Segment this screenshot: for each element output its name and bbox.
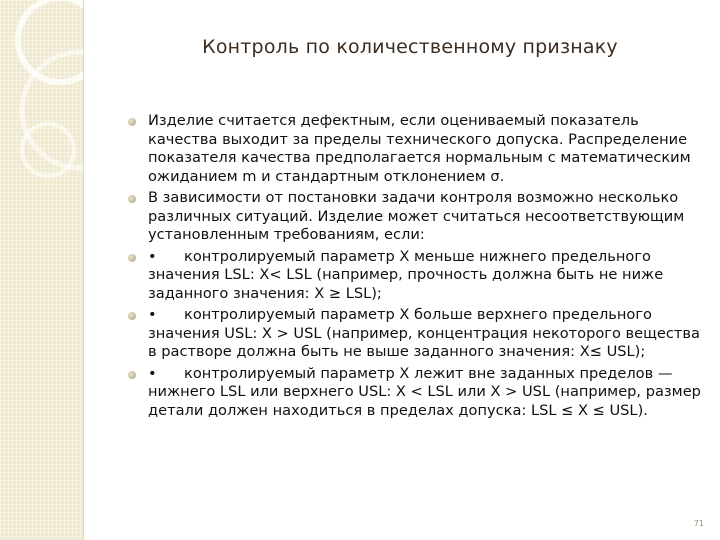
bullet-text: контролируемый параметр X меньше нижнего предельного значения LSL: X< LSL (например, прочность должна быть не ниже заданного значения: X ≥ LSL); bbox=[148, 247, 664, 302]
bullet-text: В зависимости от постановки задачи контроля возможно несколько различных ситуаций. Изделие может считаться несоответствующим установленным требованиям, если: bbox=[148, 189, 685, 243]
bullet-list bbox=[128, 112, 708, 423]
bullet-item bbox=[128, 112, 708, 186]
bullet-marker-icon bbox=[128, 371, 136, 379]
bullet-marker-icon bbox=[128, 254, 136, 262]
bullet-marker-icon bbox=[128, 118, 136, 126]
bullet-prefix: • bbox=[148, 247, 157, 265]
bullet-marker-icon bbox=[128, 312, 136, 320]
bullet-item bbox=[128, 365, 708, 421]
strip-divider bbox=[83, 0, 84, 540]
decorative-circles-graphic bbox=[0, 0, 83, 540]
bullet-prefix: • bbox=[148, 364, 157, 382]
bullet-prefix: • bbox=[148, 306, 157, 323]
bullet-item bbox=[128, 248, 708, 304]
bullet-text: контролируемый параметр X больше верхнего предельного значения USL: X > USL (например, концентрация некоторого вещества в растворе должна быть не выше заданного значения: X≤ USL); bbox=[148, 306, 700, 360]
slide-title: Контроль по количественному признаку bbox=[202, 36, 618, 58]
page-number: 71 bbox=[693, 519, 704, 528]
bullet-item bbox=[128, 306, 708, 362]
bullet-text: контролируемый параметр X лежит вне заданных пределов — нижнего LSL или верхнего USL: X < LSL или X > USL (например, размер детали должен находиться в пределах допуска: LSL ≤ X ≤ USL). bbox=[148, 364, 701, 419]
bullet-text: Изделие считается дефектным, если оцениваемый показатель качества выходит за пределы технического допуска. Распределение показателя качества предполагается нормальным с математическим ожиданием m и стандартным отклонением σ. bbox=[148, 112, 691, 185]
decorative-side-strip bbox=[0, 0, 83, 540]
bullet-marker-icon bbox=[128, 195, 136, 203]
bullet-item bbox=[128, 189, 708, 245]
